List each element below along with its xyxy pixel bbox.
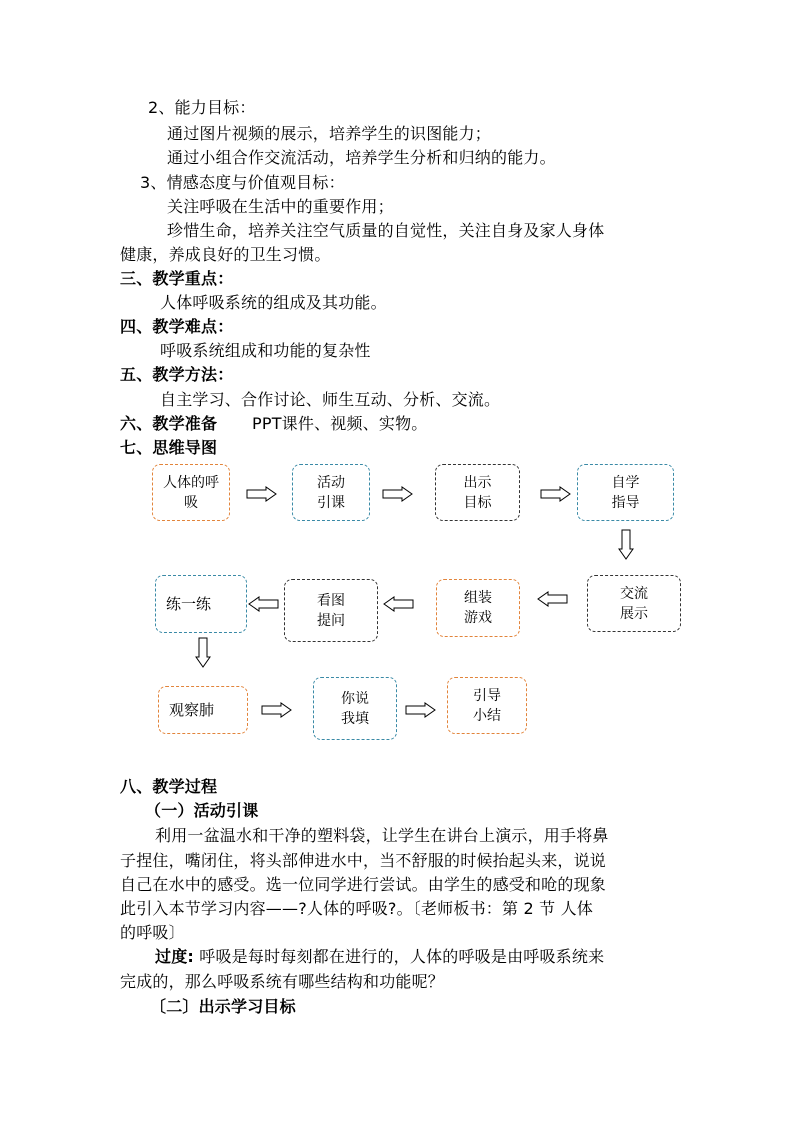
node-observe-lung (158, 686, 248, 734)
arrow-left-icon (536, 591, 568, 607)
arrow-down-icon (618, 529, 634, 561)
attitude-goal-1: 关注呼吸在生活中的重要作用； (167, 197, 394, 216)
methods-text: 自主学习、合作讨论、师生互动、分析、交流。 (160, 390, 501, 409)
section-heading-key-points: 三、教学重点： (120, 269, 234, 288)
node-exchange-show (587, 575, 681, 632)
paragraph-line: 的呼吸〕 (120, 923, 185, 942)
arrow-left-icon (382, 596, 414, 612)
transition-line (155, 946, 604, 968)
node-human-breathing (152, 464, 230, 521)
node-label: 观察肺 (169, 701, 215, 719)
ability-goal-2: 通过小组合作交流活动，培养学生分析和归纳的能力。 (167, 148, 556, 167)
paragraph-line: 完成的，那么呼吸系统有哪些结构和功能呢？ (120, 972, 445, 991)
paragraph-line: 子捏住，嘴闭住，将头部伸进水中，当不舒服的时候抬起头来，说说 (120, 851, 607, 870)
node-label: 展示 (620, 605, 648, 622)
node-label: 自学 (611, 474, 640, 491)
node-practice (155, 575, 247, 633)
arrow-left-icon (247, 596, 279, 612)
arrow-right-icon (382, 486, 414, 502)
node-label: 活动 (317, 474, 345, 491)
node-show-goals (435, 464, 520, 521)
node-label: 人体的呼 (163, 474, 219, 491)
ability-goal-1: 通过图片视频的展示，培养学生的识图能力； (167, 124, 492, 143)
section-heading-mind-map: 七、思维导图 (120, 438, 218, 457)
node-label: 小结 (473, 707, 501, 724)
section-heading-difficulties: 四、教学难点： (120, 317, 234, 336)
node-label: 你说 (341, 690, 369, 707)
arrow-right-icon (261, 702, 293, 718)
section-heading-methods: 五、教学方法： (120, 365, 234, 384)
transition-text: 呼吸是每时每刻都在进行的，人体的呼吸是由呼吸系统来 (194, 947, 605, 966)
node-label: 交流 (620, 585, 648, 602)
attitude-goal-2a: 珍惜生命，培养关注空气质量的自觉性，关注自身及家人身体 (167, 221, 605, 240)
subsection-heading-goals: 〔二〕出示学习目标 (150, 997, 296, 1016)
paragraph-line: 利用一盆温水和干净的塑料袋，让学生在讲台上演示，用手将鼻 (155, 826, 609, 845)
node-label: 看图 (317, 592, 345, 609)
node-you-say-i-fill (313, 677, 397, 740)
node-label: 指导 (611, 494, 640, 511)
section-heading-preparation: 六、教学准备 (120, 414, 218, 433)
node-look-ask (284, 579, 378, 642)
node-label: 组装 (464, 590, 492, 606)
node-label: 吸 (184, 494, 198, 511)
node-label: 游戏 (464, 610, 492, 626)
transition-label: 过度: (155, 947, 194, 966)
node-label: 引课 (317, 494, 345, 511)
node-activity-intro (292, 464, 370, 521)
attitude-goal-2b: 健康，养成良好的卫生习惯。 (120, 245, 331, 264)
preparation-text: PPT课件、视频、实物。 (252, 414, 428, 433)
key-points-text: 人体呼吸系统的组成及其功能。 (160, 293, 387, 312)
arrow-down-icon (195, 637, 211, 669)
node-self-study-guide (577, 464, 674, 521)
arrow-right-icon (405, 702, 437, 718)
arrow-right-icon (540, 486, 572, 502)
section-heading-process: 八、教学过程 (120, 777, 218, 796)
node-assembly-game (436, 579, 520, 637)
node-label: 目标 (463, 494, 492, 511)
node-guided-summary (447, 677, 527, 734)
arrow-right-icon (246, 486, 278, 502)
node-label: 练一练 (166, 595, 212, 613)
ability-goal-heading: 2、能力目标： (148, 98, 256, 117)
attitude-goal-heading: 3、情感态度与价值观目标： (140, 173, 345, 192)
subsection-heading-intro: （一）活动引课 (145, 801, 259, 820)
node-label: 提问 (317, 612, 345, 629)
paragraph-line: 此引入本节学习内容——?人体的呼吸?。〔老师板书：第 2 节 人体 (120, 899, 594, 918)
node-label: 出示 (463, 474, 492, 491)
node-label: 我填 (341, 710, 369, 727)
node-label: 引导 (473, 687, 501, 704)
paragraph-line: 自己在水中的感受。选一位同学进行尝试。由学生的感受和呛的现象 (120, 875, 607, 894)
difficulties-text: 呼吸系统组成和功能的复杂性 (160, 341, 371, 360)
